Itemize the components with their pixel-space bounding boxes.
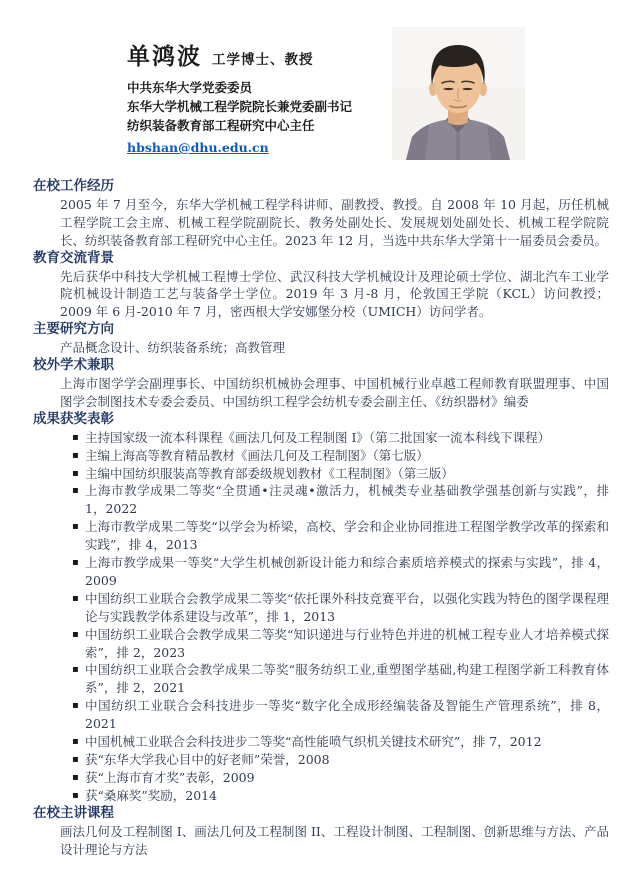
award-item: ▪ 上海市教学成果二等奖“全贯通•注灵魂•激活力，机械类专业基础教学强基创新与实践”，排 1，2022 — [72, 482, 609, 518]
email-link[interactable]: hbshan@dhu.edu.cn — [127, 140, 269, 155]
profile-sections — [33, 178, 609, 858]
section-paragraph: 先后获华中科技大学机械工程博士学位、武汉科技大学机械设计及理论硕士学位、湖北汽车工业学院机械设计制造工艺与装备学士学位。2019 年 3 月-8 月，伦敦国王学院（KCL）访问教授；2009 年 6 月-2010 年 7 月，密西根大学安娜堡分校（UMICH）访问学者。 — [60, 268, 609, 320]
portrait-photo-illustration — [392, 27, 525, 160]
section-heading: 在校工作经历 — [33, 178, 114, 194]
section-heading: 主要研究方向 — [33, 321, 114, 338]
award-item: ▪ 中国纺织工业联合会教学成果二等奖“依托课外科技竞赛平台，以强化实践为特色的图学课程理论与实践教学体系建设与改革”，排 1，2013 — [72, 590, 609, 626]
position-titles — [127, 78, 377, 135]
profile-header-info — [127, 38, 377, 156]
award-item: ▪ 主持国家级一流本科课程《画法几何及工程制图 I》（第二批国家一流本科线下课程） — [72, 429, 609, 447]
award-item: ▪ 获“桑麻奖”奖励，2014 — [72, 787, 609, 805]
section-4 — [33, 411, 609, 805]
section-heading: 教育交流背景 — [33, 249, 114, 266]
portrait-photo — [392, 27, 525, 160]
award-item: ▪ 获“东华大学我心目中的好老师”荣誉，2008 — [72, 751, 609, 769]
profile-header — [33, 0, 609, 155]
name-row — [127, 38, 377, 71]
award-item: ▪ 主编中国纺织服装高等教育部委级规划教材《工程制图》（第三版） — [72, 465, 609, 483]
degree-title: 工学博士、教授 — [212, 52, 314, 68]
award-item: ▪ 中国纺织工业联合会教学成果二等奖“知识递进与行业特色并进的机械工程专业人才培养模式探索”，排 2，2023 — [72, 626, 609, 662]
award-item: ▪ 上海市教学成果二等奖“以学会为桥梁，高校、学会和企业协同推进工程图学教学改革的探索和实践”，排 4，2013 — [72, 518, 609, 554]
award-item: ▪ 中国纺织工业联合会科技进步一等奖“数字化全成形经编装备及智能生产管理系统”，排 8，2021 — [72, 697, 609, 733]
section-paragraph: 画法几何及工程制图 I、画法几何及工程制图 II、工程设计制图、工程制图、创新思维与方法、产品设计理论与方法 — [60, 823, 609, 857]
section-heading: 在校主讲课程 — [33, 804, 114, 821]
person-name: 单鸿波 — [127, 43, 202, 70]
award-item: ▪ 中国机械工业联合会科技进步二等奖“高性能喷气织机关键技术研究”，排 7，2012 — [72, 733, 609, 751]
section-heading: 校外学术兼职 — [33, 357, 114, 374]
position-title-line: 中共东华大学党委委员 — [127, 80, 253, 95]
award-item: ▪ 上海市教学成果一等奖“大学生机械创新设计能力和综合素质培养模式的探索与实践”，排 4，2009 — [72, 554, 609, 590]
section-0 — [33, 178, 609, 250]
section-heading: 成果获奖表彰 — [33, 410, 114, 427]
position-title-line: 东华大学机械工程学院院长兼党委副书记 — [127, 99, 353, 114]
section-paragraph: 上海市图学学会副理事长、中国纺织机械协会理事、中国机械行业卓越工程师教育联盟理事、中国图学会制图技术专委会委员、中国纺织工程学会纺机专委会副主任、《纺织器材》编委 — [60, 375, 609, 409]
section-1 — [33, 250, 609, 322]
award-item: ▪ 获“上海市育才奖”表彰，2009 — [72, 769, 609, 787]
award-list — [72, 429, 609, 805]
award-item: ▪ 主编上海高等教育精品教材《画法几何及工程制图》（第七版） — [72, 447, 609, 465]
section-paragraph: 产品概念设计、纺织装备系统；高教管理 — [60, 340, 286, 356]
section-5 — [33, 805, 609, 859]
section-2 — [33, 321, 609, 357]
position-title-line: 纺织装备教育部工程研究中心主任 — [127, 118, 315, 133]
section-3 — [33, 357, 609, 411]
section-paragraph: 2005 年 7 月至今，东华大学机械工程学科讲师、副教授、教授。自 2008 年 10 月起，历任机械工程学院工会主席、机械工程学院副院长、教务处副处长、发展规划处副处长、机械工程学院院长、纺织装备教育部工程研究中心主任。2023 年 12 月，当选中共东华大学第十一届委员会委员。 — [60, 196, 609, 248]
award-item: ▪ 中国纺织工业联合会教学成果二等奖“服务纺织工业,重塑图学基础,构建工程图学新工科教育体系”，排 2，2021 — [72, 661, 609, 697]
